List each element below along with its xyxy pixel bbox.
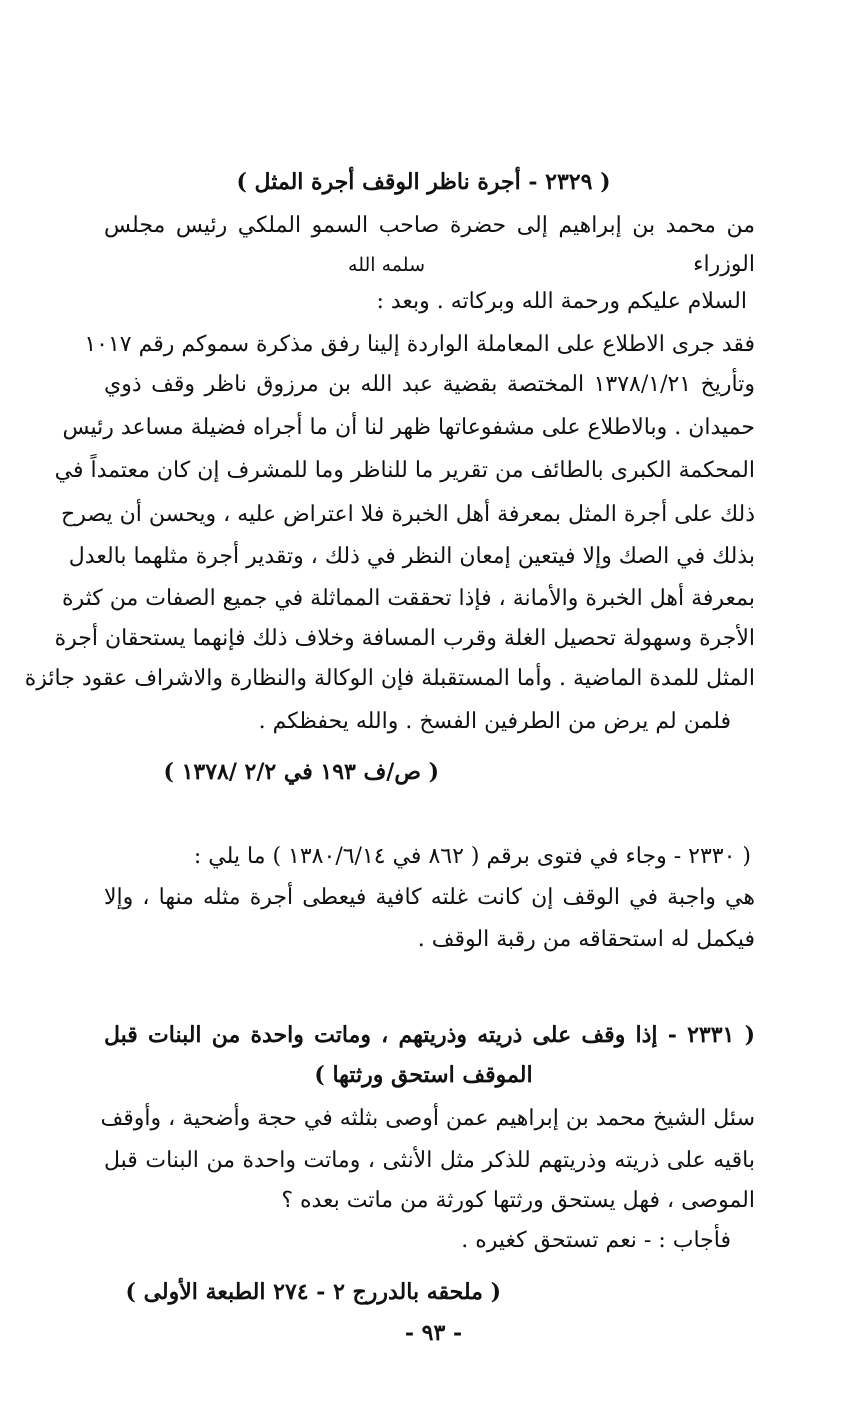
entry-2329-body-line-3: حميدان . وبالاطلاع على مشفوعاتها ظهر لنا أن ما أجراه فضيلة مساعد رئيس	[62, 415, 755, 440]
entry-2329-from-line: من محمد بن إبراهيم إلى حضرة صاحب السمو الملكي رئيس مجلس	[104, 213, 755, 238]
entry-2329-body-line-9: المثل للمدة الماضية . وأما المستقبلة فإن الوكالة والنظارة والاشراف عقود جائزة	[24, 666, 755, 691]
entry-2331-title-line-2: الموقف استحق ورثتها )	[314, 1062, 533, 1088]
page-number: - ٩٣ -	[404, 1320, 463, 1346]
entry-2331-body-line-1: سئل الشيخ محمد بن إبراهيم عمن أوصى بثلثه في حجة وأضحية ، وأوقف	[100, 1106, 755, 1131]
entry-2329-addressee: الوزراء	[693, 252, 755, 277]
entry-2331-body-line-2: باقيه على ذريته وذريتهم للذكر مثل الأنثى ، وماتت واحدة من البنات قبل	[104, 1148, 755, 1173]
entry-2329-body-line-6: بذلك في الصك وإلا فيتعين إمعان النظر في ذلك ، وتقدير أجرة مثلهما بالعدل	[68, 544, 755, 569]
entry-2329-body-line-7: بمعرفة أهل الخبرة والأمانة ، فإذا تحققت المماثلة في جميع الصفات من كثرة	[61, 586, 755, 611]
entry-2329-title: ( ٢٣٢٩ - أجرة ناظر الوقف أجرة المثل )	[236, 169, 611, 195]
entry-2329-body-line-4: المحكمة الكبرى بالطائف من تقرير ما للناظر وما للمشرف إن كان معتمداً في	[54, 458, 755, 483]
entry-2331-title-line-1: ( ٢٣٣١ - إذا وقف على ذريته وذريتهم ، وماتت واحدة من البنات قبل	[104, 1022, 755, 1048]
entry-2329-body-line-2: وتأريخ ١٣٧٨/١/٢١ المختصة بقضية عبد الله بن مرزوق ناظر وقف ذوي	[104, 372, 755, 397]
entry-2331-reference: ( ملحقه بالدررج ٢ - ٢٧٤ الطبعة الأولى )	[125, 1279, 501, 1305]
entry-2329-body-line-1: فقد جرى الاطلاع على المعاملة الواردة إلينا رفق مذكرة سموكم رقم ١٠١٧	[84, 332, 755, 357]
entry-2329-body-line-5: ذلك على أجرة المثل بمعرفة أهل الخبرة فلا اعتراض عليه ، ويحسن أن يصرح	[61, 502, 755, 527]
entry-2329-body-line-8: الأجرة وسهولة تحصيل الغلة وقرب المسافة وخلاف ذلك فإنهما يستحقان أجرة	[54, 626, 755, 651]
entry-2330-body-line-1: هي واجبة في الوقف إن كانت غلته كافية فيعطى أجرة مثله منها ، وإلا	[104, 885, 755, 910]
entry-2329-greeting: السلام عليكم ورحمة الله وبركاته . وبعد :	[376, 289, 747, 314]
entry-2331-body-line-3: الموصى ، فهل يستحق ورثتها كورثة من ماتت بعده ؟	[281, 1188, 755, 1213]
entry-2329-closing: فلمن لم يرض من الطرفين الفسخ . والله يحفظكم .	[258, 709, 731, 734]
entry-2329-reference: ( ص/ف ١٩٣ في ٢/٢ /١٣٧٨ )	[163, 759, 439, 785]
entry-2330-body-line-2: فيكمل له استحقاقه من رقبة الوقف .	[417, 927, 755, 952]
entry-2329-addressee-line	[104, 250, 755, 280]
entry-2331-answer: فأجاب : - نعم تستحق كغيره .	[461, 1228, 731, 1253]
entry-2329-blessing: سلمه الله	[348, 254, 425, 276]
entry-2330-heading: ( ٢٣٣٠ - وجاء في فتوى برقم ( ٨٦٢ في ١٣٨٠/٦/١٤ ) ما يلي :	[193, 844, 751, 869]
